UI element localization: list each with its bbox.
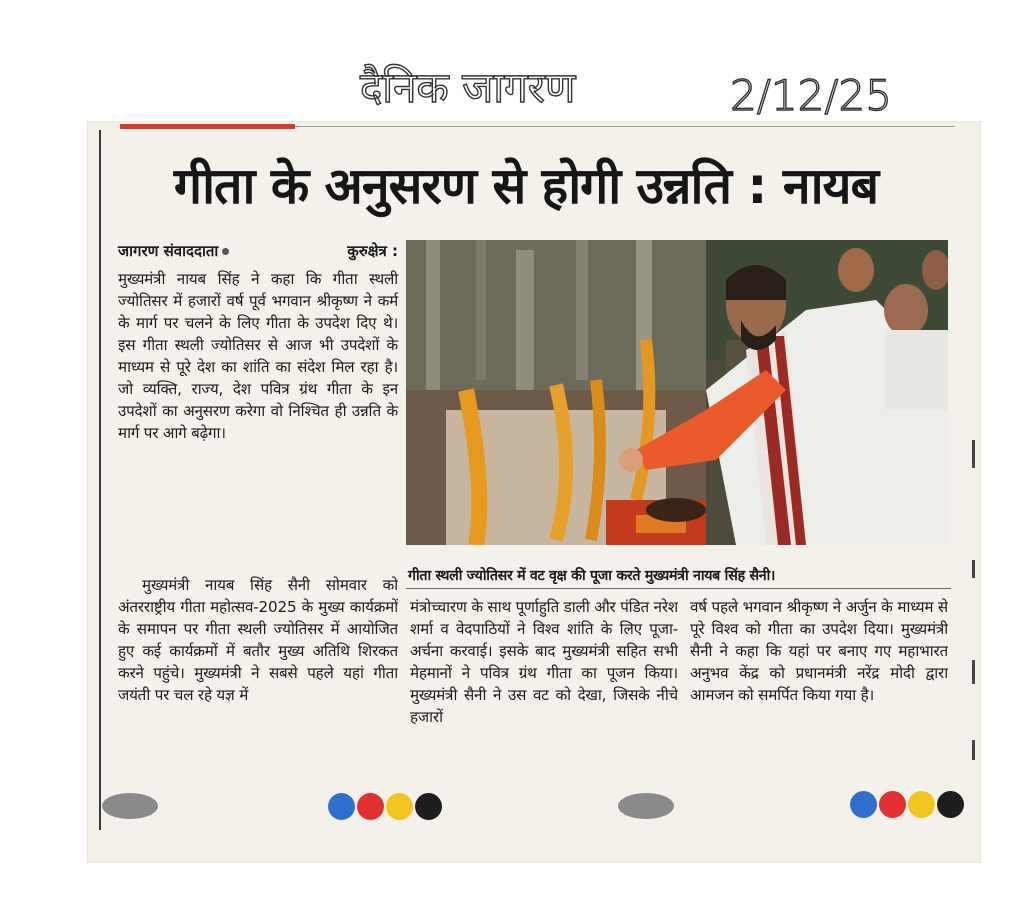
- handwritten-note: [300, 52, 940, 132]
- accent-rule: [120, 124, 295, 129]
- paragraph-1: मुख्यमंत्री नायब सिंह ने कहा कि गीता स्थली ज्योतिसर में हजारों वर्ष पूर्व भगवान श्रीकृष्ण ने कर्म के मार्ग पर चलने के लिए गीता के उपदेश दिए थे। इस गीता स्थली ज्योतिसर से आज भी उपदेशों के माध्यम से पूरे देश का शांति का संदेश मिल रहा है। जो व्यक्ति, राज्य, देश पवित्र ग्रंथ गीता के इन उपदेशों का अनुसरण करेगा वो निश्चित ही उन्नति के मार्ग पर आगे बढ़ेगा।: [118, 270, 398, 442]
- byline-bullet: [222, 248, 229, 255]
- dateline-location: कुरुक्षेत्र :: [347, 242, 398, 260]
- paragraph-2: मुख्यमंत्री नायब सिंह सैनी सोमवार को अंतरराष्ट्रीय गीता महोत्सव-2025 के मुख्य कार्यक्रमों के समापन पर गीता स्थली ज्योतिसर में आयोजित हुए कई कार्यक्रमों में बतौर मुख्य अतिथि शिरकत करने पहुंचे। मुख्यमंत्री ने सबसे पहले यहां गीता जयंती पर चल रहे यज्ञ में: [118, 576, 398, 704]
- article-column-3: [690, 596, 948, 784]
- color-registration-dot: [908, 791, 935, 818]
- news-photo: [406, 240, 948, 545]
- color-registration-dot: [386, 793, 413, 820]
- registration-mark-left: [102, 793, 158, 819]
- article-column-1-bottom: [118, 574, 398, 786]
- top-rule: [295, 126, 955, 127]
- paragraph-3: मंत्रोच्चारण के साथ पूर्णाहुति डाली और पंडित नरेश शर्मा व वेदपाठियों ने विश्व शांति के लिए पूजा-अर्चना करवाई। इसके बाद मुख्यमंत्री सहित सभी मेहमानों ने पवित्र ग्रंथ गीता का पूजन किया। मुख्यमंत्री सैनी ने उस वट को देखा, जिसके नीचे हजारों: [410, 598, 678, 726]
- photo-caption: गीता स्थली ज्योतिसर में वट वृक्ष की पूजा करते मुख्यमंत्री नायब सिंह सैनी।: [408, 568, 776, 584]
- color-registration-dot: [879, 791, 906, 818]
- color-registration-dot: [357, 793, 384, 820]
- reporter-name: जागरण संवाददाता: [118, 242, 219, 260]
- headline: गीता के अनुसरण से होगी उन्नति : नायब: [173, 157, 879, 215]
- color-registration-dot: [328, 793, 355, 820]
- byline: [118, 241, 398, 261]
- edge-marks: [970, 440, 978, 780]
- article-column-2: [410, 596, 678, 784]
- color-registration-dot: [415, 793, 442, 820]
- paragraph-4: वर्ष पहले भगवान श्रीकृष्ण ने अर्जुन के माध्यम से पूरे विश्व को गीता का उपदेश दिया। मुख्यमंत्री सैनी ने कहा कि यहां पर बनाए गए महाभारत अनुभव केंद्र को प्रधानमंत्री नरेंद्र मोदी द्वारा आमजन को समर्पित किया गया है।: [690, 598, 948, 704]
- article-column-1-top: [118, 268, 398, 568]
- handwritten-paper-name: दैनिक जागरण: [360, 63, 576, 112]
- color-registration-dot: [850, 791, 877, 818]
- left-border-rule: [99, 130, 101, 830]
- caption-rule: [406, 588, 951, 589]
- color-registration-dot: [937, 791, 964, 818]
- handwritten-date: 2/12/25: [730, 71, 892, 120]
- registration-mark-center: [618, 793, 674, 819]
